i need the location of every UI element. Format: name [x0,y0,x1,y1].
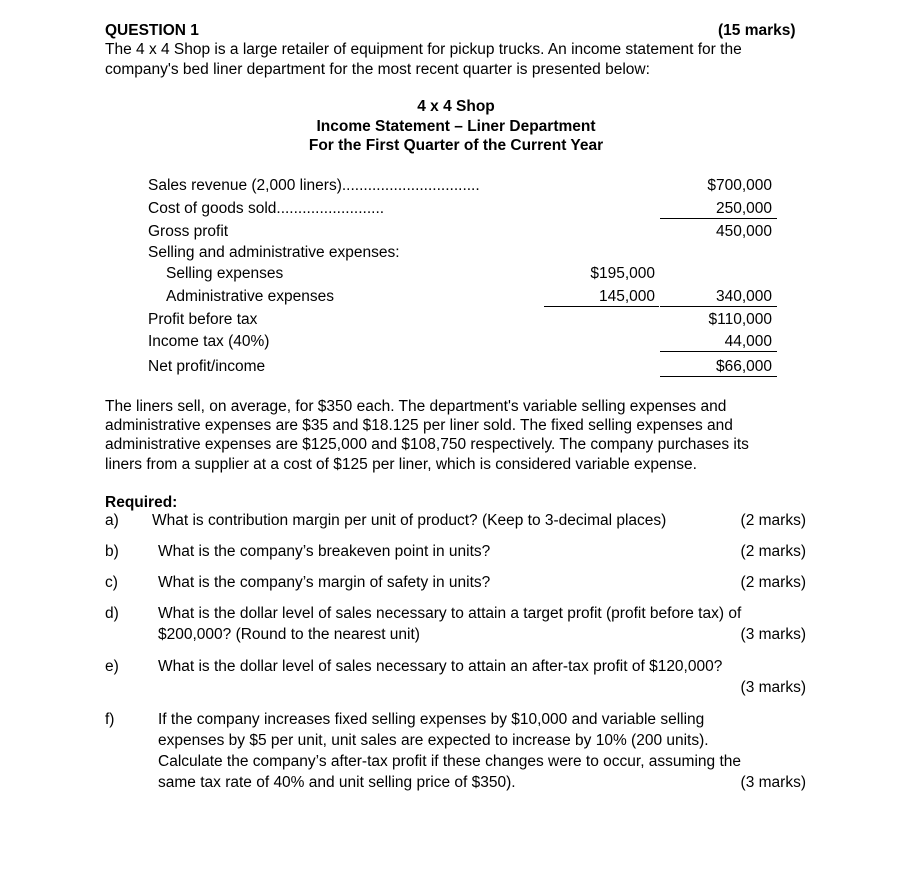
sga-total-value: 340,000 [660,288,777,307]
income-tax-label: Income tax (40%) [148,333,270,350]
profit-before-tax-value: $110,000 [708,311,772,328]
item-f-line-3: Calculate the company’s after-tax profit if these changes were to occur, assuming the [158,753,741,770]
item-f-line-1: If the company increases fixed selling expenses by $10,000 and variable selling [158,711,705,728]
admin-expenses-value: 145,000 [544,288,659,307]
question-title: QUESTION 1 [105,22,199,39]
paragraph-line-4: liners from a supplier at a cost of $125 per liner, which is considered variable expense. [105,456,697,473]
intro-line-1: The 4 x 4 Shop is a large retailer of equipment for pickup trucks. An income statement for the [105,41,742,58]
income-tax-value: 44,000 [660,333,777,352]
sales-value: $700,000 [707,177,772,194]
item-a-text: What is contribution margin per unit of product? (Keep to 3-decimal places) [152,512,667,529]
item-f-marks: (3 marks) [740,774,806,791]
item-e-line-1: What is the dollar level of sales necessary to attain an after-tax profit of $120,000? [158,658,723,675]
net-profit-value: $66,000 [660,358,777,377]
selling-expenses-label: Selling expenses [166,265,284,282]
item-d-letter: d) [105,605,119,622]
item-b-text: What is the company’s breakeven point in units? [158,543,491,560]
dot-leader: ......................... [276,200,385,217]
admin-expenses-label: Administrative expenses [166,288,334,305]
sales-label: Sales revenue (2,000 liners)................................ [148,177,480,194]
item-a-marks: (2 marks) [740,512,806,529]
item-f-line-4: same tax rate of 40% and unit selling price of $350). [158,774,516,791]
item-b-letter: b) [105,543,119,560]
intro-line-2: company's bed liner department for the most recent quarter is presented below: [105,61,650,78]
item-d-line-1: What is the dollar level of sales necessary to attain a target profit (profit before tax) of [158,605,742,622]
statement-heading-title: Income Statement – Liner Department [316,118,596,135]
item-f-line-2: expenses by $5 per unit, unit sales are expected to increase by 10% (200 units). [158,732,709,749]
statement-heading-company: 4 x 4 Shop [417,98,495,115]
statement-heading-period: For the First Quarter of the Current Year [308,137,604,154]
paragraph-line-1: The liners sell, on average, for $350 each. The department's variable selling expenses and [105,398,727,415]
item-d-line-2: $200,000? (Round to the nearest unit) [158,626,420,643]
item-a-letter: a) [105,512,119,529]
cogs-value: 250,000 [660,200,777,219]
gross-profit-label: Gross profit [148,223,229,240]
paragraph-line-3: administrative expenses are $125,000 and $108,750 respectively. The company purchases its [105,436,749,453]
selling-expenses-value: $195,000 [590,265,655,282]
question-marks: (15 marks) [718,22,796,39]
item-e-letter: e) [105,658,119,675]
profit-before-tax-label: Profit before tax [148,311,258,328]
gross-profit-value: 450,000 [715,223,772,240]
item-f-letter: f) [105,711,115,728]
required-label: Required: [105,494,178,511]
cogs-label: Cost of goods sold......................... [148,200,385,217]
item-d-marks: (3 marks) [740,626,806,643]
dot-leader: ................................ [341,177,480,194]
item-b-marks: (2 marks) [740,543,806,560]
item-c-marks: (2 marks) [740,574,806,591]
paragraph-line-2: administrative expenses are $35 and $18.125 per liner sold. The fixed selling expenses and [105,417,733,434]
item-e-marks: (3 marks) [740,679,806,696]
net-profit-label: Net profit/income [148,358,266,375]
item-c-text: What is the company’s margin of safety in units? [158,574,491,591]
sga-label: Selling and administrative expenses: [148,244,400,261]
item-c-letter: c) [105,574,118,591]
